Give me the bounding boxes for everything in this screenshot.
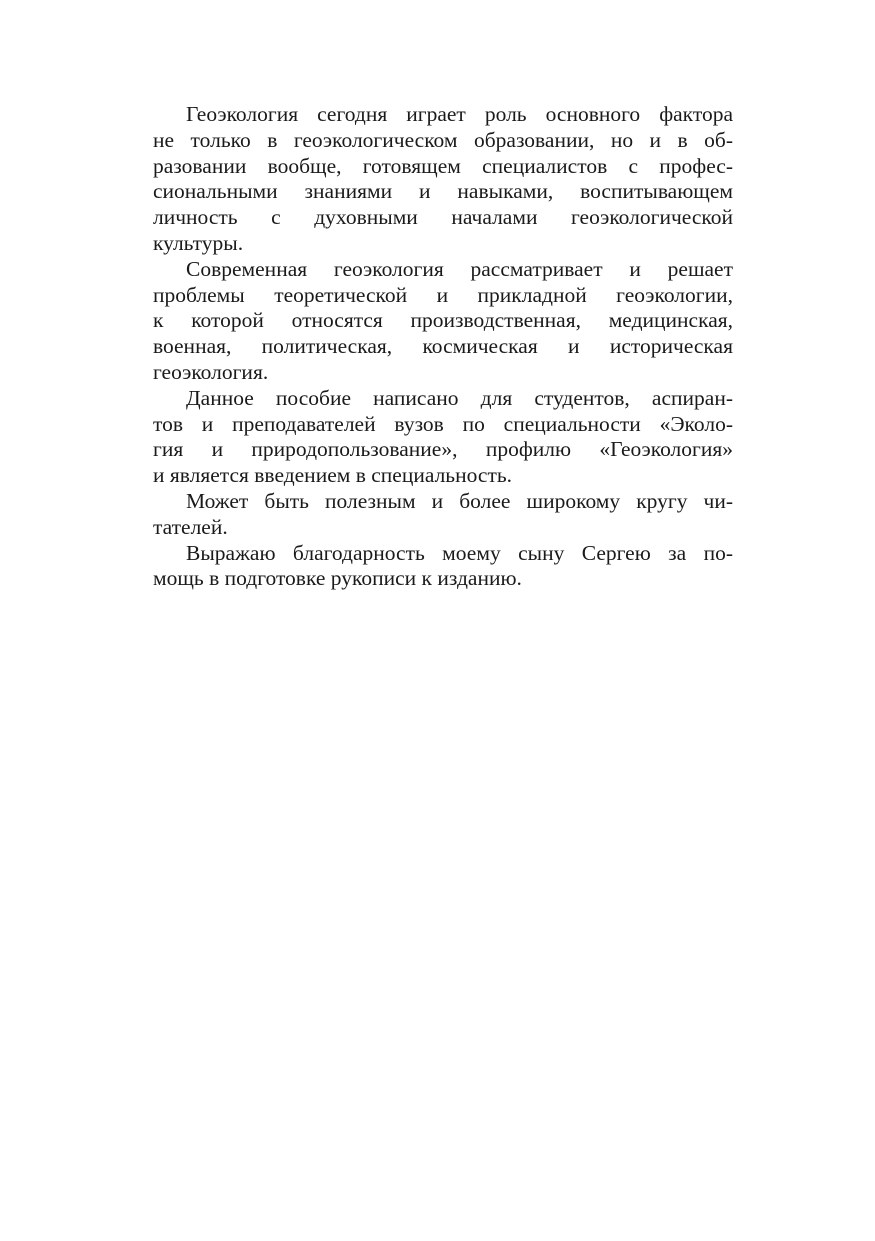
text-line: тов и преподавателей вузов по специальности «Эколо- <box>153 411 733 436</box>
text-line: мощь в подготовке рукописи к изданию. <box>153 566 522 591</box>
paragraph-role-of-geoecology <box>153 102 733 257</box>
text-line: разовании вообще, готовящем специалистов с профес- <box>153 153 733 178</box>
paragraph-wider-readership <box>153 489 733 541</box>
text-line: Данное пособие написано для студентов, аспиран- <box>186 385 733 410</box>
text-line: военная, политическая, космическая и историческая <box>153 334 733 359</box>
text-line: проблемы теоретической и прикладной геоэкологии, <box>153 282 733 307</box>
text-line: культуры. <box>153 230 244 255</box>
text-line: Выражаю благодарность моему сыну Сергею за по- <box>186 540 733 565</box>
text-line: не только в геоэкологическом образовании, но и в об- <box>153 127 733 152</box>
body-text <box>153 102 733 592</box>
text-line: геоэкология. <box>153 359 269 384</box>
paragraph-modern-geoecology <box>153 257 733 386</box>
text-line: тателей. <box>153 514 228 539</box>
text-line: Современная геоэкология рассматривает и решает <box>186 256 733 281</box>
text-line: личность с духовными началами геоэкологической <box>153 205 733 230</box>
text-line: к которой относятся производственная, медицинская, <box>153 308 733 333</box>
text-line: гия и природопользование», профилю «Геоэкология» <box>153 437 733 462</box>
paragraph-audience <box>153 386 733 489</box>
text-line: Может быть полезным и более широкому кругу чи- <box>186 488 733 513</box>
text-line: и является введением в специальность. <box>153 463 513 488</box>
paragraph-acknowledgement <box>153 541 733 593</box>
text-line: Геоэкология сегодня играет роль основного фактора <box>186 102 733 126</box>
text-line: сиональными знаниями и навыками, воспитывающем <box>153 179 733 204</box>
